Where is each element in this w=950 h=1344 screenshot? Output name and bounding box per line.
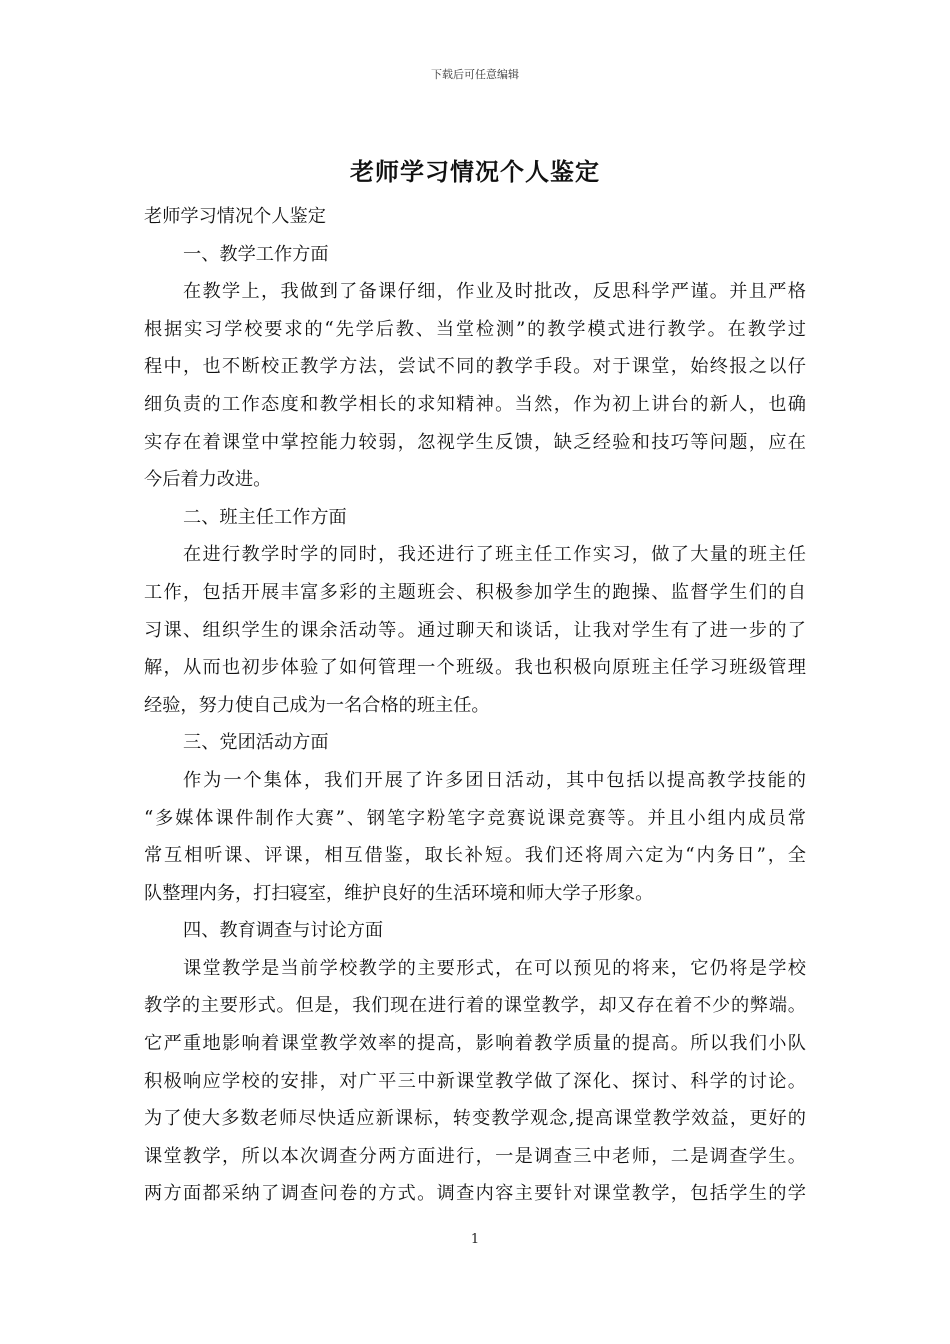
text-line: “多媒体课件制作大赛”、钢笔字粉笔字竞赛说课竞赛等。并且小组内成员常 [144,807,806,829]
text-line: 它严重地影响着课堂教学效率的提高，影响着教学质量的提高。所以我们小队 [144,1033,806,1055]
page-header: 下载后可任意编辑 [431,68,519,81]
text-line: 常互相听课、评课，相互借鉴，取长补短。我们还将周六定为“内务日”，全 [144,845,806,867]
text-line: 二、班主任工作方面 [183,506,347,528]
text-line: 实存在着课堂中掌控能力较弱，忽视学生反馈，缺乏经验和技巧等问题，应在 [144,431,806,453]
text-line: 课堂教学是当前学校教学的主要形式，在可以预见的将来，它仍将是学校 [183,957,806,979]
text-line: 程中，也不断校正教学方法，尝试不同的教学手段。对于课堂，始终报之以仔 [144,356,806,378]
text-line: 细负责的工作态度和教学相长的求知精神。当然，作为初上讲台的新人，也确 [144,393,806,415]
document-title: 老师学习情况个人鉴定 [350,157,600,186]
text-line: 三、党团活动方面 [183,732,329,754]
text-line: 积极响应学校的安排，对广平三中新课堂教学做了深化、探讨、科学的讨论。 [144,1070,806,1092]
text-line: 解，从而也初步体验了如何管理一个班级。我也积极向原班主任学习班级管理 [144,657,806,679]
text-line: 作为一个集体，我们开展了许多团日活动，其中包括以提高教学技能的 [183,769,806,791]
page-number: 1 [470,1232,480,1247]
text-line: 今后着力改进。 [144,469,272,491]
text-line: 为了使大多数老师尽快适应新课标，转变教学观念,提高课堂教学效益，更好的 [144,1108,806,1130]
text-line: 工作，包括开展丰富多彩的主题班会、积极参加学生的跑操、监督学生们的自 [144,581,806,603]
text-line: 一、教学工作方面 [183,243,329,265]
text-line: 老师学习情况个人鉴定 [144,206,326,227]
text-line: 根据实习学校要求的“先学后教、当堂检测”的教学模式进行教学。在教学过 [144,318,806,340]
text-line: 习课、组织学生的课余活动等。通过聊天和谈话，让我对学生有了进一步的了 [144,619,806,641]
text-line: 教学的主要形式。但是，我们现在进行着的课堂教学，却又存在着不少的弊端。 [144,995,806,1017]
text-line: 队整理内务，打扫寝室，维护良好的生活环境和师大学子形象。 [144,882,654,904]
text-line: 经验，努力使自己成为一名合格的班主任。 [144,694,490,716]
document-body [144,198,806,1213]
text-line: 四、教育调查与讨论方面 [183,920,384,942]
text-line: 在进行教学时学的同时，我还进行了班主任工作实习，做了大量的班主任 [183,544,806,566]
text-line: 两方面都采纳了调查问卷的方式。调查内容主要针对课堂教学，包括学生的学 [144,1183,806,1205]
text-line: 课堂教学，所以本次调查分两方面进行，一是调查三中老师，二是调查学生。 [144,1145,806,1167]
text-line: 在教学上，我做到了备课仔细，作业及时批改，反思科学严谨。并且严格 [183,281,806,303]
